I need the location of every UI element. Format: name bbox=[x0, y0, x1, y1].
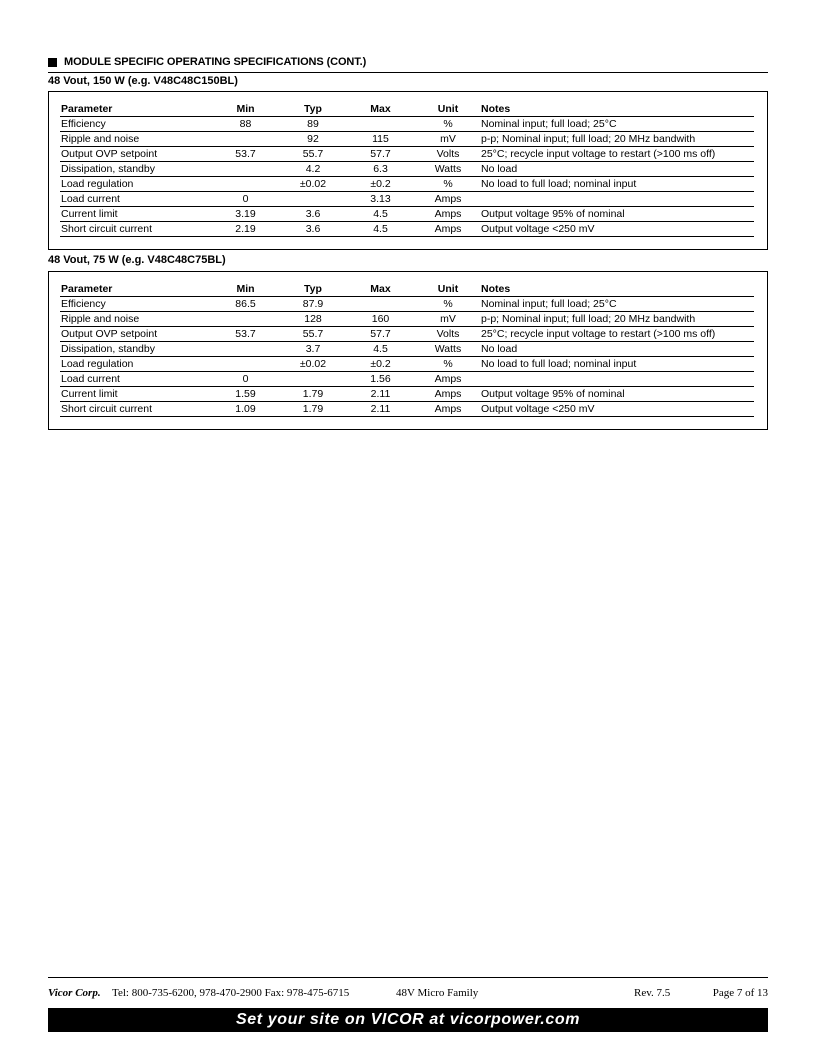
footer-family: 48V Micro Family bbox=[396, 987, 479, 999]
table-cell-unit: Amps bbox=[415, 207, 480, 222]
table-cell-parameter: Dissipation, standby bbox=[60, 162, 210, 177]
table-row bbox=[60, 207, 754, 222]
table2-box bbox=[48, 271, 768, 430]
table-row bbox=[60, 192, 754, 207]
table-cell-min: 2.19 bbox=[210, 222, 280, 237]
table-row bbox=[60, 387, 754, 402]
table-cell-max: ±0.2 bbox=[345, 357, 415, 372]
table-header-row bbox=[60, 282, 754, 297]
table-cell-typ bbox=[280, 192, 345, 207]
footer-page: Page 7 of 13 bbox=[712, 987, 768, 999]
table-cell-max: 115 bbox=[345, 132, 415, 147]
table-row bbox=[60, 117, 754, 132]
table-cell-unit: Watts bbox=[415, 162, 480, 177]
table-cell-notes: No load to full load; nominal input bbox=[480, 177, 754, 192]
table-cell-parameter: Output OVP setpoint bbox=[60, 327, 210, 342]
table-cell-min: 86.5 bbox=[210, 297, 280, 312]
table-cell-max: 1.56 bbox=[345, 372, 415, 387]
table-cell-max: 2.11 bbox=[345, 387, 415, 402]
table-cell-typ bbox=[280, 372, 345, 387]
table-cell-min bbox=[210, 132, 280, 147]
section-heading-text: MODULE SPECIFIC OPERATING SPECIFICATIONS (CONT.) bbox=[64, 56, 367, 68]
table-cell-parameter: Dissipation, standby bbox=[60, 342, 210, 357]
table-cell-min: 53.7 bbox=[210, 147, 280, 162]
table-cell-min: 3.19 bbox=[210, 207, 280, 222]
table-cell-max: 4.5 bbox=[345, 222, 415, 237]
table-cell-min: 1.59 bbox=[210, 387, 280, 402]
table-cell-notes: No load to full load; nominal input bbox=[480, 357, 754, 372]
table-cell-unit: Amps bbox=[415, 192, 480, 207]
table-row bbox=[60, 132, 754, 147]
table-cell-parameter: Load current bbox=[60, 372, 210, 387]
table-cell-max: 57.7 bbox=[345, 147, 415, 162]
table-cell-parameter: Efficiency bbox=[60, 117, 210, 132]
column-header-parameter: Parameter bbox=[60, 102, 210, 117]
column-header-notes: Notes bbox=[480, 282, 754, 297]
column-header-max: Max bbox=[345, 282, 415, 297]
table-cell-min: 0 bbox=[210, 192, 280, 207]
column-header-notes: Notes bbox=[480, 102, 754, 117]
table1-box bbox=[48, 91, 768, 250]
table-cell-typ: 3.6 bbox=[280, 207, 345, 222]
table-cell-typ: 128 bbox=[280, 312, 345, 327]
table-cell-unit: mV bbox=[415, 132, 480, 147]
table-cell-notes bbox=[480, 372, 754, 387]
table-row bbox=[60, 222, 754, 237]
column-header-unit: Unit bbox=[415, 102, 480, 117]
table-cell-max: 160 bbox=[345, 312, 415, 327]
table-cell-max bbox=[345, 117, 415, 132]
table-row bbox=[60, 357, 754, 372]
table-cell-notes: 25°C; recycle input voltage to restart (>100 ms off) bbox=[480, 327, 754, 342]
table-cell-parameter: Ripple and noise bbox=[60, 132, 210, 147]
table-row bbox=[60, 342, 754, 357]
table-cell-typ: 1.79 bbox=[280, 387, 345, 402]
table-cell-typ: ±0.02 bbox=[280, 177, 345, 192]
table-cell-notes: 25°C; recycle input voltage to restart (>100 ms off) bbox=[480, 147, 754, 162]
table-cell-typ: 87.9 bbox=[280, 297, 345, 312]
table-cell-min: 0 bbox=[210, 372, 280, 387]
table-cell-parameter: Ripple and noise bbox=[60, 312, 210, 327]
table-cell-max: ±0.2 bbox=[345, 177, 415, 192]
column-header-parameter: Parameter bbox=[60, 282, 210, 297]
table-cell-min: 53.7 bbox=[210, 327, 280, 342]
table-cell-parameter: Short circuit current bbox=[60, 402, 210, 417]
table-cell-unit: Volts bbox=[415, 327, 480, 342]
table-cell-min bbox=[210, 177, 280, 192]
table1-title: 48 Vout, 150 W (e.g. V48C48C150BL) bbox=[48, 72, 768, 89]
table-cell-min: 1.09 bbox=[210, 402, 280, 417]
table-row bbox=[60, 327, 754, 342]
table-cell-notes bbox=[480, 192, 754, 207]
table-cell-parameter: Efficiency bbox=[60, 297, 210, 312]
table-cell-parameter: Current limit bbox=[60, 207, 210, 222]
column-header-typ: Typ bbox=[280, 102, 345, 117]
table-row bbox=[60, 297, 754, 312]
table-cell-unit: Amps bbox=[415, 222, 480, 237]
table-cell-unit: Volts bbox=[415, 147, 480, 162]
table-header-row bbox=[60, 102, 754, 117]
table-cell-notes: Nominal input; full load; 25°C bbox=[480, 117, 754, 132]
table-cell-unit: Amps bbox=[415, 387, 480, 402]
column-header-typ: Typ bbox=[280, 282, 345, 297]
table-cell-parameter: Load current bbox=[60, 192, 210, 207]
table-cell-parameter: Short circuit current bbox=[60, 222, 210, 237]
table-cell-typ: 3.7 bbox=[280, 342, 345, 357]
table-row bbox=[60, 147, 754, 162]
table-cell-max: 57.7 bbox=[345, 327, 415, 342]
table-cell-min bbox=[210, 162, 280, 177]
table-cell-typ: 89 bbox=[280, 117, 345, 132]
table-cell-parameter: Load regulation bbox=[60, 357, 210, 372]
column-header-min: Min bbox=[210, 282, 280, 297]
footer-rule bbox=[48, 977, 768, 978]
table-row bbox=[60, 402, 754, 417]
table-cell-unit: % bbox=[415, 177, 480, 192]
table-cell-min bbox=[210, 312, 280, 327]
table2-title: 48 Vout, 75 W (e.g. V48C48C75BL) bbox=[48, 254, 226, 266]
table-cell-min bbox=[210, 357, 280, 372]
table-cell-parameter: Load regulation bbox=[60, 177, 210, 192]
table-cell-notes: Output voltage 95% of nominal bbox=[480, 387, 754, 402]
table-cell-notes: p-p; Nominal input; full load; 20 MHz bandwith bbox=[480, 132, 754, 147]
table-cell-notes: No load bbox=[480, 162, 754, 177]
footer-company: Vicor Corp. bbox=[48, 987, 101, 999]
table-cell-notes: Output voltage <250 mV bbox=[480, 222, 754, 237]
table-cell-typ: 92 bbox=[280, 132, 345, 147]
table-row bbox=[60, 312, 754, 327]
table-cell-unit: Amps bbox=[415, 402, 480, 417]
footer bbox=[48, 987, 768, 1001]
table-cell-unit: % bbox=[415, 117, 480, 132]
table-cell-notes: Output voltage 95% of nominal bbox=[480, 207, 754, 222]
column-header-min: Min bbox=[210, 102, 280, 117]
footer-contact: Tel: 800-735-6200, 978-470-2900 Fax: 978-475-6715 bbox=[112, 987, 350, 999]
table-cell-max: 3.13 bbox=[345, 192, 415, 207]
footer-rev: Rev. 7.5 bbox=[634, 987, 671, 999]
table-cell-max: 2.11 bbox=[345, 402, 415, 417]
section-heading bbox=[48, 56, 768, 68]
table-cell-min: 88 bbox=[210, 117, 280, 132]
table-cell-unit: Amps bbox=[415, 372, 480, 387]
table-cell-typ: 4.2 bbox=[280, 162, 345, 177]
table-cell-notes: Nominal input; full load; 25°C bbox=[480, 297, 754, 312]
table-cell-notes: No load bbox=[480, 342, 754, 357]
spec-table-150w bbox=[60, 102, 754, 237]
table-cell-parameter: Current limit bbox=[60, 387, 210, 402]
table-cell-parameter: Output OVP setpoint bbox=[60, 147, 210, 162]
table-cell-typ: 1.79 bbox=[280, 402, 345, 417]
table-cell-unit: mV bbox=[415, 312, 480, 327]
table-cell-unit: % bbox=[415, 357, 480, 372]
table-cell-typ: 55.7 bbox=[280, 327, 345, 342]
table-cell-max: 6.3 bbox=[345, 162, 415, 177]
table-cell-max: 4.5 bbox=[345, 207, 415, 222]
column-header-unit: Unit bbox=[415, 282, 480, 297]
vicor-banner[interactable]: Set your site on VICOR at vicorpower.com bbox=[48, 1008, 768, 1032]
spec-table-75w bbox=[60, 282, 754, 417]
table-cell-unit: % bbox=[415, 297, 480, 312]
square-bullet-icon bbox=[48, 58, 57, 67]
table-cell-typ: ±0.02 bbox=[280, 357, 345, 372]
table-cell-min bbox=[210, 342, 280, 357]
table-cell-typ: 55.7 bbox=[280, 147, 345, 162]
table-cell-notes: Output voltage <250 mV bbox=[480, 402, 754, 417]
table-cell-typ: 3.6 bbox=[280, 222, 345, 237]
column-header-max: Max bbox=[345, 102, 415, 117]
table-row bbox=[60, 177, 754, 192]
table-cell-unit: Watts bbox=[415, 342, 480, 357]
table-cell-notes: p-p; Nominal input; full load; 20 MHz bandwith bbox=[480, 312, 754, 327]
table-cell-max bbox=[345, 297, 415, 312]
table-row bbox=[60, 372, 754, 387]
table-cell-max: 4.5 bbox=[345, 342, 415, 357]
table-row bbox=[60, 162, 754, 177]
